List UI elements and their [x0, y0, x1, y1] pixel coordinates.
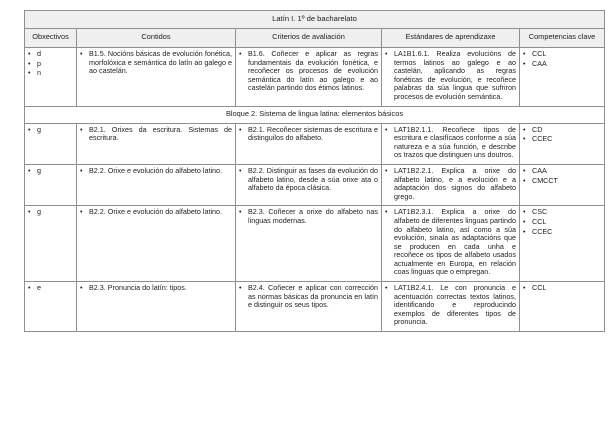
competency-item: • CCEC — [523, 228, 601, 237]
contents-cell — [77, 164, 236, 205]
competency-item: • CCL — [523, 284, 601, 293]
header-competencies: Competencias clave — [520, 29, 605, 48]
competencies-cell — [520, 206, 605, 282]
competencies-cell — [520, 282, 605, 332]
objectives-cell — [25, 123, 77, 164]
block-title-row — [25, 106, 605, 123]
objectives-cell — [25, 48, 77, 107]
header-criteria: Criterios de avaliación — [236, 29, 382, 48]
criteria-text: • B2.3. Coñecer a orixe do alfabeto nas linguas modernas. — [239, 208, 378, 225]
competency-item: • CAA — [523, 60, 601, 69]
table-row — [25, 206, 605, 282]
criteria-cell — [236, 282, 382, 332]
competencies-cell — [520, 123, 605, 164]
objective-item: • g — [28, 126, 73, 135]
title-row — [25, 11, 605, 29]
criteria-cell — [236, 48, 382, 107]
table-row — [25, 48, 605, 107]
objective-item: • g — [28, 208, 73, 217]
competencies-cell — [520, 48, 605, 107]
standards-cell — [382, 206, 520, 282]
content-text: • B2.3. Pronuncia do latín: tipos. — [80, 284, 232, 293]
table-row — [25, 164, 605, 205]
competency-item: • CCL — [523, 218, 601, 227]
header-contents: Contidos — [77, 29, 236, 48]
standard-text: • LA1B1.6.1. Realiza evolucións de termos latinos ao galego e ao castelán, aplicando as regras fonéticas de evolución, e recoñece palabras da súa lingua que sufriron procesos de evolución semántica. — [385, 50, 516, 102]
table-row — [25, 282, 605, 332]
contents-cell — [77, 123, 236, 164]
competency-item: • CCEC — [523, 135, 601, 144]
criteria-cell — [236, 123, 382, 164]
contents-cell — [77, 282, 236, 332]
objective-item: • d — [28, 50, 73, 59]
competency-item: • CAA — [523, 167, 601, 176]
competencies-cell — [520, 164, 605, 205]
objective-item: • p — [28, 60, 73, 69]
objective-item: • n — [28, 69, 73, 78]
competency-item: • CD — [523, 126, 601, 135]
standard-text: • LAT1B2.3.1. Explica a orixe do alfabeto de diferentes linguas partindo do alfabeto latino, así como a súa evolución, sinala as adaptacións que se producen en cada unha e recoñece os tipos de alfabeto usados actualmente en Europa, en relación coas linguas que o empregan. — [385, 208, 516, 277]
standard-text: • LAT1B2.2.1. Explica a orixe do alfabeto latino, e a evolución e a adaptación dos signos do alfabeto grego. — [385, 167, 516, 201]
standard-text: • LAT1B2.4.1. Le con pronuncia e acentuación correctas textos latinos, identificando e reproducindo exemplos de diferentes tipos de pronuncia. — [385, 284, 516, 327]
content-text: • B2.2. Orixe e evolución do alfabeto latino. — [80, 167, 232, 176]
standards-cell — [382, 164, 520, 205]
standard-text: • LAT1B2.1.1. Recoñece tipos de escritura e clasifícaos conforme a súa natureza e a súa función, e describe os trazos que distinguen uns doutros. — [385, 126, 516, 160]
content-text: • B1.5. Nocións básicas de evolución fonética, morfolóxica e semántica do latín ao galego e ao castelán. — [80, 50, 232, 76]
criteria-cell — [236, 164, 382, 205]
table-row — [25, 123, 605, 164]
objectives-cell — [25, 282, 77, 332]
header-objectives: Obxectivos — [25, 29, 77, 48]
standards-cell — [382, 48, 520, 107]
header-standards: Estándares de aprendizaxe — [382, 29, 520, 48]
curriculum-table — [24, 10, 605, 332]
criteria-text: • B2.1. Recoñecer sistemas de escritura e distinguilos do alfabeto. — [239, 126, 378, 143]
criteria-text: • B2.2. Distinguir as fases da evolución do alfabeto latino, desde a súa orixe ata o alfabeto da época clásica. — [239, 167, 378, 193]
criteria-text: • B1.6. Coñecer e aplicar as regras fundamentais da evolución fonética, e recoñecer os procesos de evolución semántica do latín ao galego e ao castelán partindo dos étimos latinos. — [239, 50, 378, 93]
header-row — [25, 29, 605, 48]
contents-cell — [77, 206, 236, 282]
content-text: • B2.2. Orixe e evolución do alfabeto latino. — [80, 208, 232, 217]
objectives-cell — [25, 206, 77, 282]
standards-cell — [382, 123, 520, 164]
block-title: Bloque 2. Sistema de lingua latina: elementos básicos — [25, 106, 605, 123]
objective-item: • e — [28, 284, 73, 293]
competency-item: • CCL — [523, 50, 601, 59]
criteria-text: • B2.4. Coñecer e aplicar con corrección as normas básicas da pronuncia en latín e distinguir os seus tipos. — [239, 284, 378, 310]
competency-item: • CSC — [523, 208, 601, 217]
content-text: • B2.1. Orixes da escritura. Sistemas de escritura. — [80, 126, 232, 143]
standards-cell — [382, 282, 520, 332]
criteria-cell — [236, 206, 382, 282]
objective-item: • g — [28, 167, 73, 176]
objectives-cell — [25, 164, 77, 205]
contents-cell — [77, 48, 236, 107]
table-title: Latín I. 1º de bacharelato — [25, 11, 605, 29]
competency-item: • CMCCT — [523, 177, 601, 186]
